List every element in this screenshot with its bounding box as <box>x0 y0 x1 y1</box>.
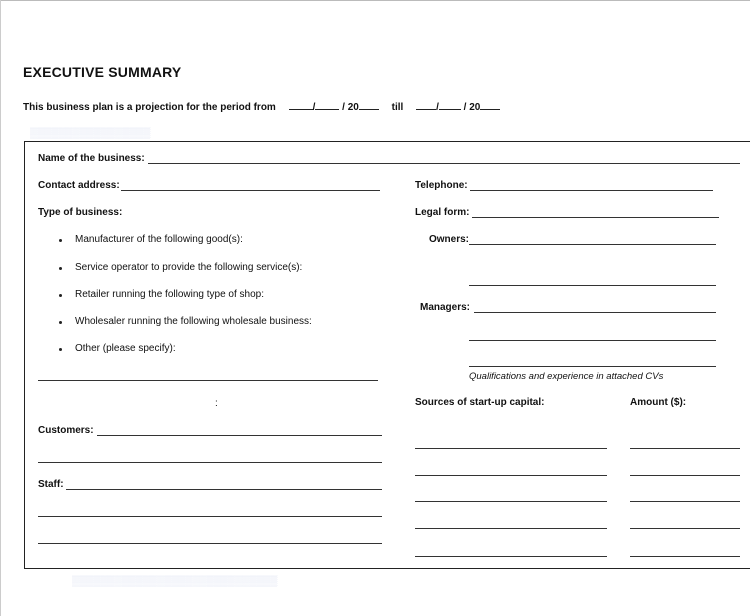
amount-header: Amount ($): <box>630 397 687 408</box>
managers-label: Managers: <box>420 302 471 313</box>
till-label: till <box>391 102 404 113</box>
telephone-label: Telephone: <box>415 180 468 191</box>
period-label: This business plan is a projection for the period from <box>23 102 276 113</box>
other-specify-input[interactable] <box>38 380 378 381</box>
staff-input-2[interactable] <box>38 516 382 517</box>
page-title: EXECUTIVE SUMMARY <box>23 64 182 80</box>
managers-input-2[interactable] <box>469 340 716 341</box>
staff-label: Staff: <box>38 479 64 490</box>
capital-amount-input[interactable] <box>630 448 740 449</box>
owners-label: Owners: <box>429 234 470 245</box>
stray-colon: : <box>215 398 218 409</box>
capital-source-input[interactable] <box>415 528 607 529</box>
type-of-business-label: Type of business: <box>38 207 123 218</box>
capital-source-input[interactable] <box>415 475 607 476</box>
left-edge-rule <box>0 0 1 616</box>
from-day-field[interactable] <box>289 100 313 110</box>
business-type-item: Wholesaler running the following wholesale business: <box>75 316 312 327</box>
legal-form-label: Legal form: <box>415 207 470 218</box>
from-year-prefix: / 20 <box>342 102 359 113</box>
legal-form-input[interactable] <box>472 217 719 218</box>
telephone-input[interactable] <box>470 190 713 191</box>
business-type-item: Retailer running the following type of shop: <box>75 289 265 300</box>
contact-address-label: Contact address: <box>38 180 120 191</box>
till-day-field[interactable] <box>416 100 436 110</box>
capital-source-input[interactable] <box>415 501 607 502</box>
from-year-field[interactable] <box>359 100 379 110</box>
business-type-item: Service operator to provide the following service(s): <box>75 262 303 273</box>
customers-label: Customers: <box>38 425 94 436</box>
capital-source-input[interactable] <box>415 556 607 557</box>
capital-amount-input[interactable] <box>630 556 740 557</box>
till-month-field[interactable] <box>439 100 461 110</box>
business-name-label: Name of the business: <box>38 153 145 164</box>
till-year-prefix: / 20 <box>463 102 481 113</box>
bullet-icon <box>59 267 62 270</box>
bullet-icon <box>59 321 62 324</box>
till-year-field[interactable] <box>480 100 500 110</box>
summary-form-frame <box>24 141 750 569</box>
capital-source-input[interactable] <box>415 448 607 449</box>
customers-input-2[interactable] <box>38 462 382 463</box>
bullet-icon <box>59 239 62 242</box>
from-month-field[interactable] <box>315 100 339 110</box>
contact-address-input[interactable] <box>121 190 380 191</box>
business-name-input[interactable] <box>148 163 740 164</box>
sources-header: Sources of start-up capital: <box>415 397 545 408</box>
capital-amount-input[interactable] <box>630 501 740 502</box>
staff-input[interactable] <box>66 489 382 490</box>
bullet-icon <box>59 348 62 351</box>
capital-amount-input[interactable] <box>630 475 740 476</box>
business-type-item: Manufacturer of the following good(s): <box>75 234 243 245</box>
managers-input-3[interactable] <box>469 366 716 367</box>
top-edge-rule <box>0 0 750 1</box>
capital-amount-input[interactable] <box>630 528 740 529</box>
period-line: This business plan is a projection for the period from / / 20 till / / 20 <box>23 100 500 113</box>
managers-input[interactable] <box>474 312 716 313</box>
qualifications-note: Qualifications and experience in attached CVs <box>469 371 664 382</box>
customers-input[interactable] <box>97 435 382 436</box>
staff-input-3[interactable] <box>38 543 382 544</box>
faint-bleed-2: ▒▒▒▒▒▒▒▒▒▒▒▒▒▒▒▒▒▒▒▒▒▒▒▒▒▒▒▒▒ <box>72 576 278 587</box>
owners-input-2[interactable] <box>469 285 716 286</box>
business-type-item: Other (please specify): <box>75 343 176 354</box>
bullet-icon <box>59 294 62 297</box>
owners-input[interactable] <box>469 244 716 245</box>
faint-bleed-1: ▒▒▒▒▒▒▒▒▒▒▒▒▒▒▒▒▒ <box>30 128 151 139</box>
